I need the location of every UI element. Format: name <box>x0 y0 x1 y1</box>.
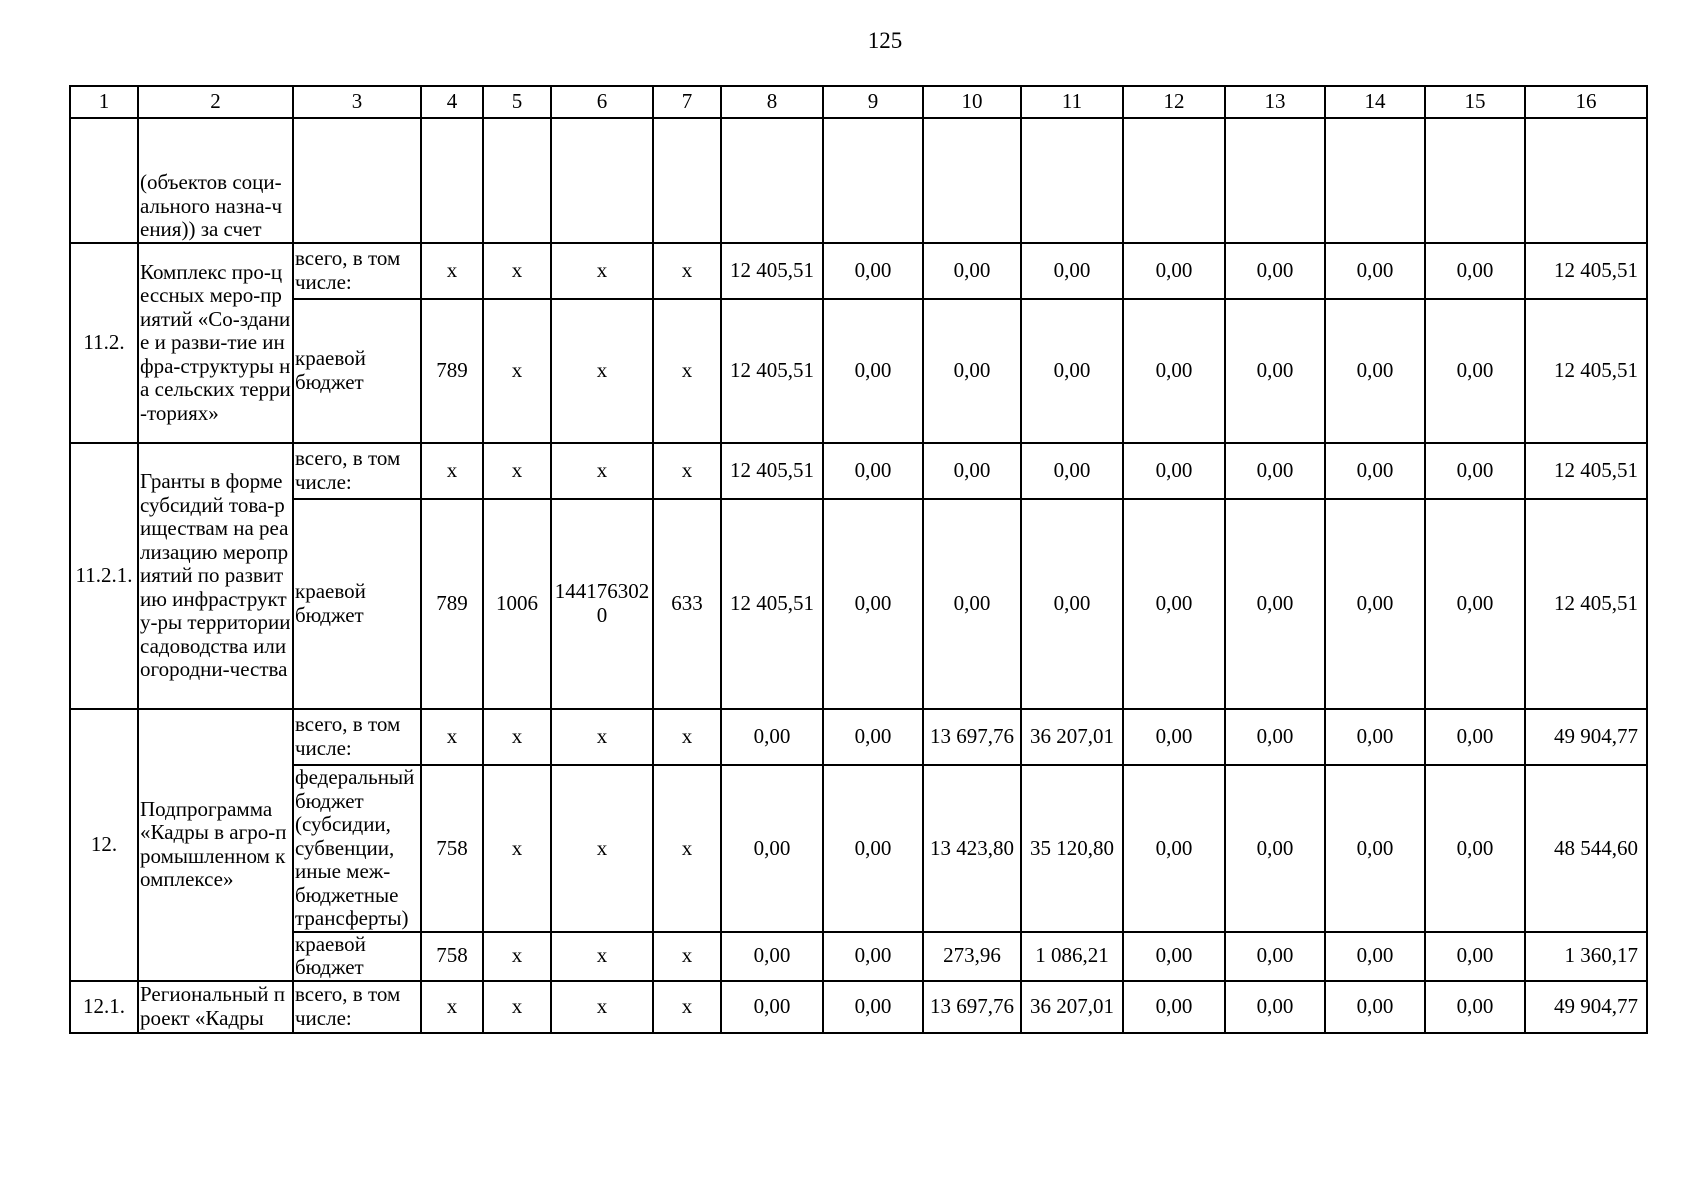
table-row <box>70 981 1647 1033</box>
code-cell: х <box>653 299 721 443</box>
header-cell: 13 <box>1225 86 1325 118</box>
value-cell: 0,00 <box>823 709 923 765</box>
value-cell: 0,00 <box>1425 299 1525 443</box>
funding-source: всего, в том числе: <box>293 709 421 765</box>
value-cell: 0,00 <box>1021 299 1123 443</box>
value-cell: 12 405,51 <box>1525 299 1647 443</box>
funding-source: краевой бюджет <box>293 299 421 443</box>
value-cell: 0,00 <box>1225 299 1325 443</box>
table-row <box>70 709 1647 765</box>
header-cell: 10 <box>923 86 1021 118</box>
code-cell: х <box>653 981 721 1033</box>
value-cell: 0,00 <box>1225 243 1325 299</box>
code-cell: 758 <box>421 765 483 932</box>
funding-source: всего, в том числе: <box>293 981 421 1033</box>
code-cell: 758 <box>421 932 483 981</box>
table-row <box>70 243 1647 299</box>
value-cell: 12 405,51 <box>721 243 823 299</box>
funding-source: краевой бюджет <box>293 499 421 709</box>
value-cell: 48 544,60 <box>1525 765 1647 932</box>
value-cell: 0,00 <box>721 709 823 765</box>
header-cell: 16 <box>1525 86 1647 118</box>
code-cell: х <box>483 765 551 932</box>
value-cell: 0,00 <box>1021 443 1123 499</box>
value-cell: 0,00 <box>1425 981 1525 1033</box>
value-cell: 49 904,77 <box>1525 981 1647 1033</box>
value-cell <box>1021 118 1123 243</box>
value-cell: 0,00 <box>1325 981 1425 1033</box>
code-cell: х <box>653 765 721 932</box>
header-cell: 4 <box>421 86 483 118</box>
value-cell: 0,00 <box>1021 499 1123 709</box>
header-cell: 15 <box>1425 86 1525 118</box>
value-cell: 0,00 <box>1123 709 1225 765</box>
value-cell: 0,00 <box>1225 981 1325 1033</box>
header-cell: 14 <box>1325 86 1425 118</box>
value-cell: 49 904,77 <box>1525 709 1647 765</box>
value-cell: 12 405,51 <box>721 299 823 443</box>
code-cell: х <box>483 443 551 499</box>
header-cell: 11 <box>1021 86 1123 118</box>
value-cell: 0,00 <box>1225 443 1325 499</box>
code-cell: х <box>551 243 653 299</box>
header-cell: 7 <box>653 86 721 118</box>
value-cell: 0,00 <box>1021 243 1123 299</box>
value-cell: 0,00 <box>1325 765 1425 932</box>
value-cell: 0,00 <box>721 981 823 1033</box>
value-cell: 0,00 <box>823 443 923 499</box>
value-cell: 0,00 <box>1123 243 1225 299</box>
code-cell: х <box>551 932 653 981</box>
header-cell: 9 <box>823 86 923 118</box>
value-cell: 0,00 <box>1325 243 1425 299</box>
code-cell: 1006 <box>483 499 551 709</box>
row-name: Подпрограмма «Кадры в агро-промышленном комплексе» <box>138 709 293 981</box>
header-cell: 3 <box>293 86 421 118</box>
row-number: 12. <box>70 709 138 981</box>
value-cell: 12 405,51 <box>721 499 823 709</box>
value-cell: 0,00 <box>1225 765 1325 932</box>
value-cell: 0,00 <box>823 499 923 709</box>
value-cell: 0,00 <box>1425 443 1525 499</box>
value-cell: 0,00 <box>1123 981 1225 1033</box>
value-cell: 0,00 <box>721 932 823 981</box>
value-cell <box>721 118 823 243</box>
funding-source: всего, в том числе: <box>293 243 421 299</box>
code-cell: х <box>653 709 721 765</box>
value-cell: 36 207,01 <box>1021 709 1123 765</box>
value-cell: 0,00 <box>1425 243 1525 299</box>
table-row <box>70 118 1647 243</box>
value-cell: 0,00 <box>1325 709 1425 765</box>
code-cell: х <box>551 443 653 499</box>
value-cell: 0,00 <box>1123 499 1225 709</box>
value-cell: 0,00 <box>1425 765 1525 932</box>
value-cell <box>1525 118 1647 243</box>
code-cell: 633 <box>653 499 721 709</box>
header-row <box>70 86 1647 118</box>
code-cell: х <box>653 932 721 981</box>
table-row <box>70 932 1647 981</box>
code-cell: 1441763020 <box>551 499 653 709</box>
value-cell: 0,00 <box>823 932 923 981</box>
code-cell: х <box>653 243 721 299</box>
value-cell: 36 207,01 <box>1021 981 1123 1033</box>
table-row <box>70 299 1647 443</box>
value-cell: 0,00 <box>1123 765 1225 932</box>
code-cell: х <box>421 981 483 1033</box>
value-cell: 12 405,51 <box>1525 243 1647 299</box>
value-cell: 0,00 <box>1225 932 1325 981</box>
value-cell: 13 697,76 <box>923 709 1021 765</box>
code-cell: х <box>421 243 483 299</box>
value-cell: 0,00 <box>1325 499 1425 709</box>
code-cell: х <box>483 299 551 443</box>
table-row <box>70 443 1647 499</box>
value-cell: 273,96 <box>923 932 1021 981</box>
code-cell: х <box>421 443 483 499</box>
value-cell <box>1425 118 1525 243</box>
value-cell: 0,00 <box>923 499 1021 709</box>
code-cell: 789 <box>421 499 483 709</box>
funding-source <box>293 118 421 243</box>
header-cell: 12 <box>1123 86 1225 118</box>
header-cell: 5 <box>483 86 551 118</box>
value-cell: 0,00 <box>1123 932 1225 981</box>
value-cell: 0,00 <box>923 443 1021 499</box>
value-cell: 0,00 <box>823 299 923 443</box>
value-cell: 0,00 <box>823 765 923 932</box>
value-cell: 12 405,51 <box>1525 499 1647 709</box>
value-cell <box>1325 118 1425 243</box>
code-cell: х <box>551 709 653 765</box>
budget-table <box>69 85 1648 1034</box>
table-row <box>70 499 1647 709</box>
code-cell: х <box>421 709 483 765</box>
code-cell: х <box>483 932 551 981</box>
header-cell: 6 <box>551 86 653 118</box>
row-name: Комплекс про-цессных меро-приятий «Со-здание и разви-тие инфра-структуры на сельских терри-ториях» <box>138 243 293 443</box>
row-number: 12.1. <box>70 981 138 1033</box>
page-number: 125 <box>867 28 903 53</box>
code-cell: х <box>551 981 653 1033</box>
value-cell <box>1123 118 1225 243</box>
value-cell <box>823 118 923 243</box>
value-cell: 0,00 <box>1325 299 1425 443</box>
value-cell: 13 423,80 <box>923 765 1021 932</box>
value-cell: 0,00 <box>1325 443 1425 499</box>
value-cell: 1 360,17 <box>1525 932 1647 981</box>
value-cell <box>1225 118 1325 243</box>
code-cell: х <box>483 243 551 299</box>
value-cell: 12 405,51 <box>1525 443 1647 499</box>
header-cell: 2 <box>138 86 293 118</box>
value-cell: 13 697,76 <box>923 981 1021 1033</box>
value-cell: 0,00 <box>823 981 923 1033</box>
value-cell: 0,00 <box>1325 932 1425 981</box>
value-cell: 0,00 <box>1225 499 1325 709</box>
value-cell <box>923 118 1021 243</box>
row-number: 11.2.1. <box>70 443 138 709</box>
value-cell: 0,00 <box>721 765 823 932</box>
row-number: 11.2. <box>70 243 138 443</box>
header-cell: 8 <box>721 86 823 118</box>
code-cell: 789 <box>421 299 483 443</box>
funding-source: федеральный бюджет (субсидии, субвенции, иные меж-бюджетные трансферты) <box>293 765 421 932</box>
value-cell: 0,00 <box>923 299 1021 443</box>
value-cell: 0,00 <box>1425 709 1525 765</box>
code-cell <box>551 118 653 243</box>
row-name: Региональный проект «Кадры <box>138 981 293 1033</box>
code-cell: х <box>551 765 653 932</box>
code-cell <box>483 118 551 243</box>
value-cell: 0,00 <box>1123 299 1225 443</box>
value-cell: 0,00 <box>1425 932 1525 981</box>
code-cell <box>653 118 721 243</box>
funding-source: всего, в том числе: <box>293 443 421 499</box>
header-cell: 1 <box>70 86 138 118</box>
row-name: Гранты в форме субсидий това-риществам на реализацию мероприятий по развитию инфраструкту-ры территории садоводства или огородни-чества <box>138 443 293 709</box>
code-cell: х <box>551 299 653 443</box>
value-cell: 0,00 <box>1123 443 1225 499</box>
funding-source: краевой бюджет <box>293 932 421 981</box>
row-name: (объектов соци-ального назна-чения)) за счет <box>138 118 293 243</box>
code-cell: х <box>483 709 551 765</box>
value-cell: 12 405,51 <box>721 443 823 499</box>
value-cell: 35 120,80 <box>1021 765 1123 932</box>
value-cell: 1 086,21 <box>1021 932 1123 981</box>
code-cell: х <box>483 981 551 1033</box>
code-cell: х <box>653 443 721 499</box>
value-cell: 0,00 <box>1425 499 1525 709</box>
value-cell: 0,00 <box>923 243 1021 299</box>
value-cell: 0,00 <box>823 243 923 299</box>
code-cell <box>421 118 483 243</box>
table-row <box>70 765 1647 932</box>
value-cell: 0,00 <box>1225 709 1325 765</box>
row-number <box>70 118 138 243</box>
